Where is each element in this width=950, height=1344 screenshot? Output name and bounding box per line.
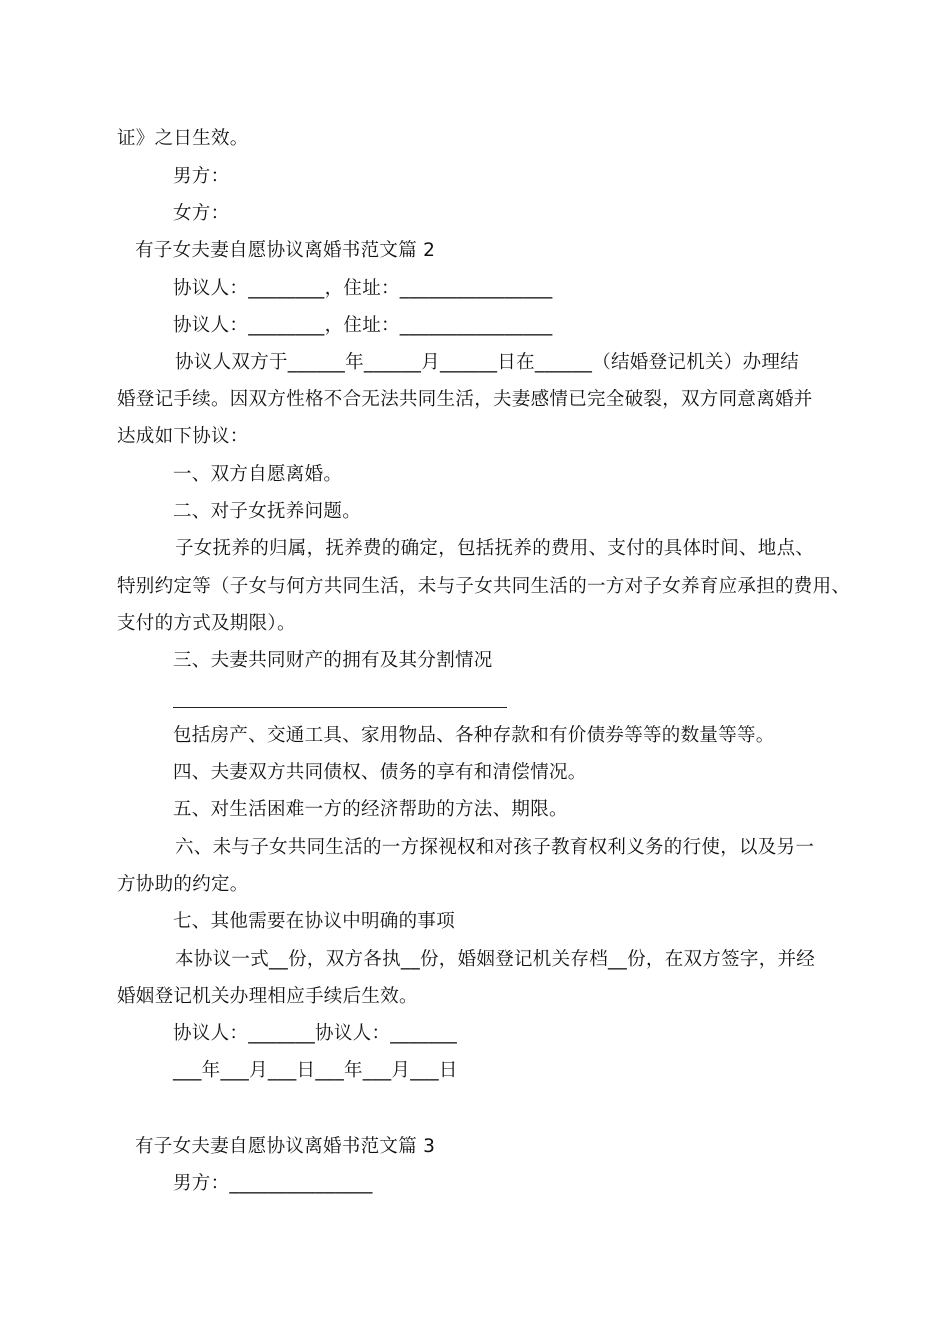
text-line: 协议人：________，住址：________________ (173, 315, 553, 336)
text-line: 方协助的约定。 (117, 874, 249, 895)
section-heading: 有子女夫妻自愿协议离婚书范文篇 2 (135, 240, 436, 261)
text-line: 婚姻登记机关办理相应手续后生效。 (117, 986, 418, 1007)
text-line: 协议人双方于______年______月______日在______（结婚登记机关）办理结 (175, 352, 800, 373)
text-line: 六、未与子女共同生活的一方探视权和对孩子教育权利义务的行使，以及另一 (175, 837, 815, 858)
date-line: ___年___月___日___年___月___日 (173, 1060, 458, 1081)
text-line: 一、双方自愿离婚。 (173, 464, 343, 485)
text-line: 三、夫妻共同财产的拥有及其分割情况 (173, 650, 493, 671)
text-line: 协议人：________，住址：________________ (173, 278, 553, 299)
text-line: 二、对子女抚养问题。 (173, 501, 362, 522)
text-line: 男方：_______________ (173, 1173, 373, 1194)
text-line: 证》之日生效。 (117, 128, 249, 149)
text-line: 男方： (173, 166, 230, 187)
section-heading: 有子女夫妻自愿协议离婚书范文篇 3 (135, 1136, 436, 1157)
text-line: 婚登记手续。因双方性格不合无法共同生活，夫妻感情已完全破裂，双方同意离婚并 (117, 389, 813, 410)
text-line: 五、对生活困难一方的经济帮助的方法、期限。 (173, 799, 568, 820)
text-line: 四、夫妻双方共同债权、债务的享有和清偿情况。 (173, 762, 587, 783)
blank-fill-line (173, 707, 507, 708)
text-line: 本协议一式__份，双方各执__份，婚姻登记机关存档__份，在双方签字，并经 (175, 949, 816, 970)
text-line: 支付的方式及期限）。 (117, 613, 296, 634)
signature-line: 协议人：_______协议人：_______ (173, 1023, 458, 1044)
text-line: 特别约定等（子女与何方共同生活，未与子女共同生活的一方对子女养育应承担的费用、 (117, 576, 851, 597)
text-line: 达成如下协议： (117, 426, 249, 447)
text-line: 女方： (173, 203, 230, 224)
text-line: 子女抚养的归属，抚养费的确定，包括抚养的费用、支付的具体时间、地点、 (175, 538, 815, 559)
text-line: 包括房产、交通工具、家用物品、各种存款和有价债券等等的数量等等。 (173, 725, 775, 746)
text-line: 七、其他需要在协议中明确的事项 (173, 911, 456, 932)
